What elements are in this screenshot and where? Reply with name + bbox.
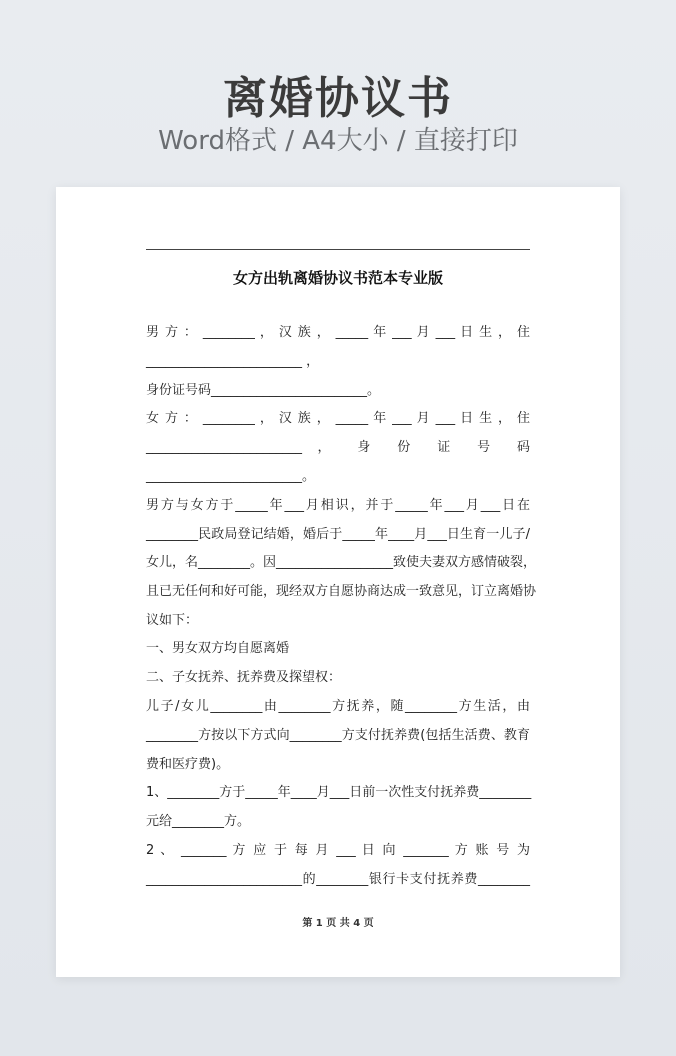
text-line: 一、男女双方均自愿离婚 [146, 641, 290, 656]
text-line: 议如下： [146, 613, 199, 628]
document-page [56, 187, 620, 977]
text-line: ________________________ ， 身 份 证 号 码 [146, 440, 530, 455]
document-title: 女方出轨离婚协议书范本专业版 [232, 269, 443, 287]
text-line: 儿子/女儿________由________方抚养，随________方生活，由 [146, 699, 530, 714]
text-line: 且已无任何和好可能，现经双方自愿协商达成一致意见，订立离婚协 [146, 584, 537, 599]
text-line: 身份证号码________________________。 [146, 383, 381, 398]
text-line: 男方与女方于_____年___月相识，并于_____年___月___日在 [146, 498, 530, 513]
text-line: ________民政局登记结婚，婚后于_____年____月___日生育一儿子/ [146, 527, 530, 542]
text-line: ________________________。 [146, 469, 316, 484]
text-line: 二、子女抚养、抚养费及探望权： [146, 670, 342, 685]
text-line: 费和医疗费)。 [146, 757, 230, 772]
text-line: 女儿，名________。因__________________致使夫妻双方感情破裂， [146, 555, 537, 570]
text-line: 1、________方于_____年____月___日前一次性支付抚养费________ [146, 785, 532, 800]
header-rule [146, 249, 530, 250]
text-line: 2 、 _______ 方 应 于 每 月 ___ 日 向 _______ 方 账 号 为 [146, 843, 530, 858]
text-line: 元给________方。 [146, 814, 251, 829]
text-line: ________方按以下方式向________方支付抚养费(包括生活费、教育 [146, 728, 530, 743]
hero-title: 离婚协议书 [223, 73, 453, 124]
page-number: 第 1 页 共 4 页 [302, 918, 374, 929]
text-line: 女 方 ： ________ ， 汉 族 ， _____ 年 ___ 月 ___ 日 生 ， 住 [146, 411, 530, 426]
text-line: ________________________ ， [146, 354, 320, 369]
text-line: 男 方 ： ________ ， 汉 族 ， _____ 年 ___ 月 ___ 日 生 ， 住 [146, 325, 530, 340]
text-line: ________________________的________银行卡支付抚养费________ [146, 872, 530, 887]
hero-subtitle: Word格式 / A4大小 / 直接打印 [158, 126, 518, 156]
